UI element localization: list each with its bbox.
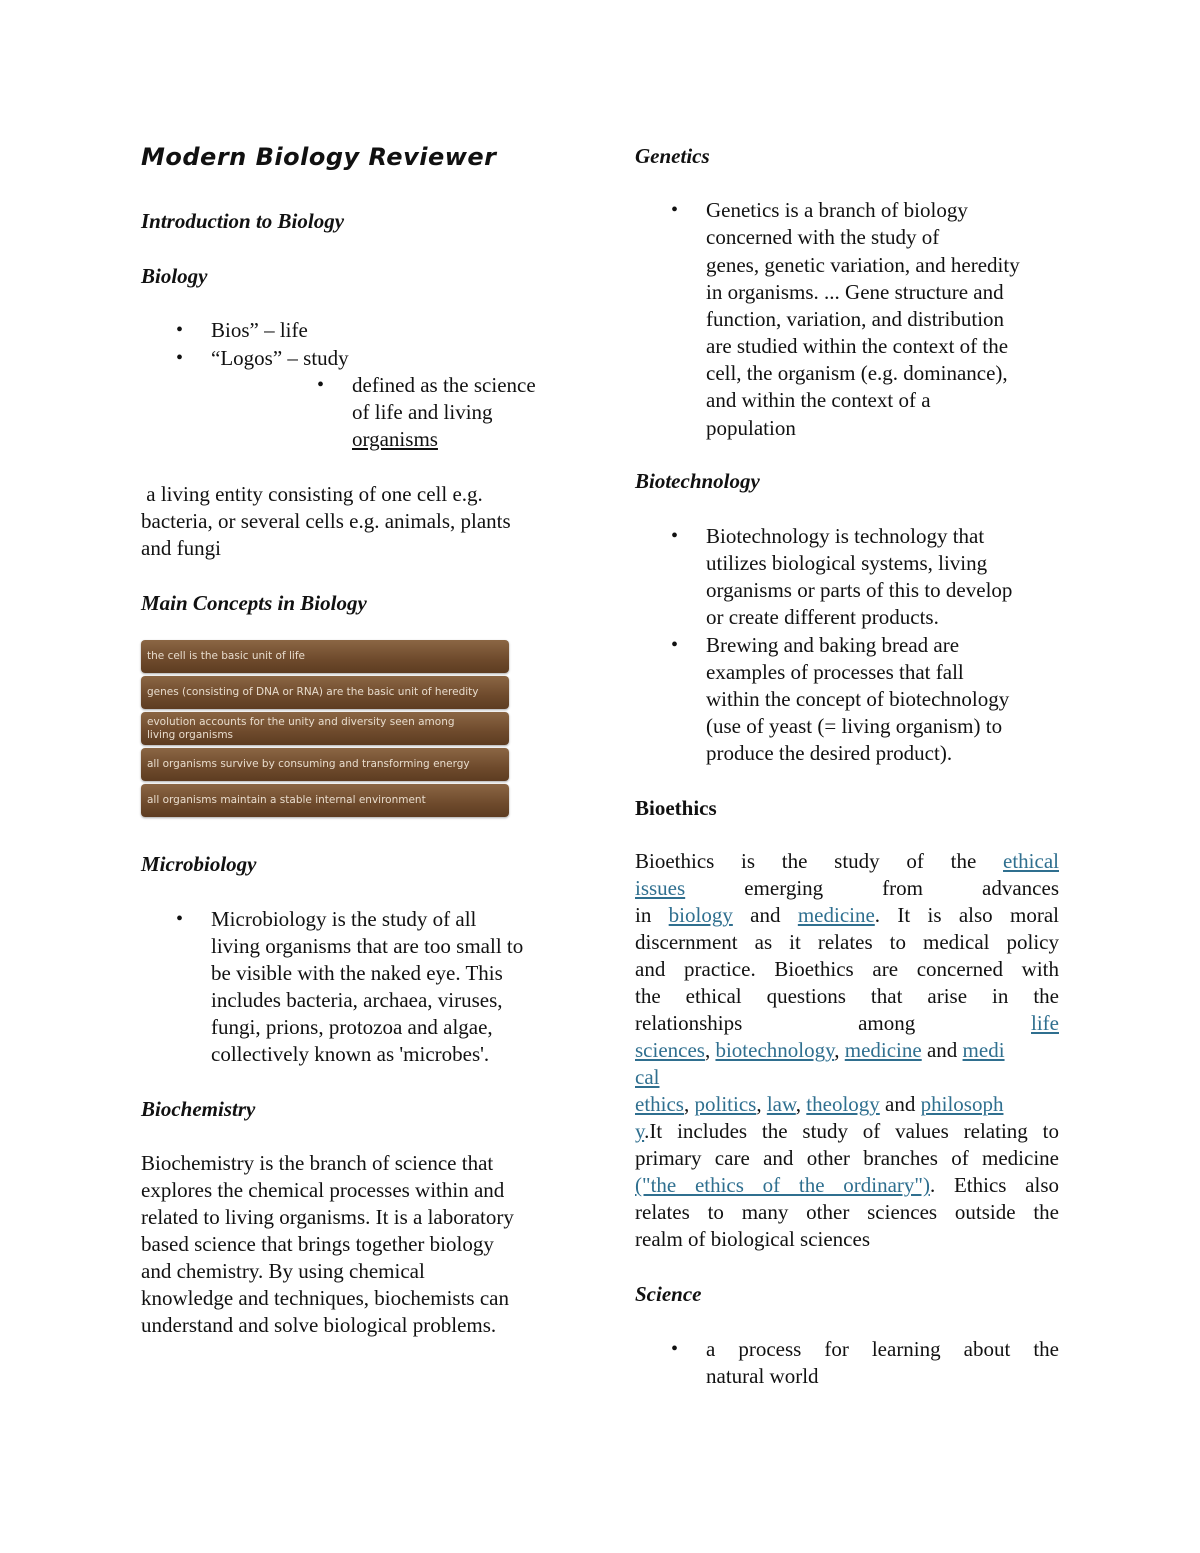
concept-item <box>141 640 509 673</box>
biology-definition-line: of life and living <box>352 400 493 424</box>
biology-bullet-bios: Bios” – life <box>211 318 308 342</box>
bullet-icon: • <box>671 634 679 656</box>
microbiology-line: fungi, prions, protozoa and algae, <box>211 1015 493 1039</box>
main-concepts-list <box>141 640 509 820</box>
bullet-icon: • <box>176 319 184 341</box>
science-heading: Science <box>635 1282 702 1306</box>
bioethics-text: . Ethics also <box>929 1173 1059 1197</box>
biochemistry-line: understand and solve biological problems. <box>141 1313 497 1337</box>
bioethics-text: , <box>795 1092 807 1116</box>
philosophy-link[interactable]: y <box>635 1119 645 1143</box>
bioethics-text: relationships among <box>635 1011 1032 1035</box>
concept-text: all organisms maintain a stable internal environment <box>147 794 426 806</box>
concept-text: all organisms survive by consuming and transforming energy <box>147 758 470 770</box>
science-text: a process for learning about the <box>706 1337 1059 1361</box>
bullet-icon: • <box>176 908 184 930</box>
biotechnology-heading: Biotechnology <box>635 469 760 493</box>
law-link[interactable]: law <box>766 1092 796 1116</box>
bullet-icon: • <box>671 1338 679 1360</box>
concept-item <box>141 784 509 817</box>
biotech-line: Biotechnology is technology that <box>706 524 985 548</box>
bioethics-text: . It is also moral <box>874 903 1059 927</box>
biochemistry-line: explores the chemical processes within and <box>141 1178 505 1202</box>
document-title: Modern Biology Reviewer <box>141 143 497 171</box>
bioethics-text: , <box>756 1092 767 1116</box>
concept-item <box>141 676 509 709</box>
biochemistry-line: based science that brings together biology <box>141 1232 494 1256</box>
bioethics-paragraph <box>635 848 1059 1253</box>
biotech-line: or create different products. <box>706 605 939 629</box>
bioethics-text: emerging from advances <box>685 876 1059 900</box>
genetics-line: cell, the organism (e.g. dominance), <box>706 361 1008 385</box>
medical-ethics-link[interactable]: ethics <box>635 1092 684 1116</box>
microbiology-heading: Microbiology <box>141 852 257 876</box>
philosophy-link[interactable]: philosoph <box>920 1092 1004 1116</box>
microbiology-line: be visible with the naked eye. This <box>211 961 503 985</box>
organism-definition-line: and fungi <box>141 536 221 560</box>
biotech-line: organisms or parts of this to develop <box>706 578 1013 602</box>
bioethics-text: and <box>732 903 798 927</box>
biology-definition-line: defined as the science <box>352 373 536 397</box>
genetics-line: genes, genetic variation, and heredity <box>706 253 1020 277</box>
bioethics-text: and <box>921 1038 963 1062</box>
microbiology-line: living organisms that are too small to <box>211 934 524 958</box>
medicine-link[interactable]: medicine <box>797 903 875 927</box>
bullet-icon: • <box>671 525 679 547</box>
genetics-line: and within the context of a <box>706 388 931 412</box>
medicine-link[interactable]: medicine <box>844 1038 922 1062</box>
organism-definition-line: a living entity consisting of one cell e.g. <box>141 482 483 506</box>
concept-item <box>141 748 509 781</box>
bioethics-text: discernment as it relates to medical policy <box>635 930 1059 954</box>
bioethics-text: the ethical questions that arise in the <box>635 984 1059 1008</box>
microbiology-line: Microbiology is the study of all <box>211 907 477 931</box>
biotech-line: (use of yeast (= living organism) to <box>706 714 1003 738</box>
biotech-line: utilizes biological systems, living <box>706 551 988 575</box>
biology-link[interactable]: biology <box>668 903 733 927</box>
biochemistry-line: related to living organisms. It is a laboratory <box>141 1205 514 1229</box>
genetics-line: concerned with the study of <box>706 225 940 249</box>
bioethics-text: , <box>834 1038 845 1062</box>
bioethics-text: Bioethics is the study of the <box>635 849 1004 873</box>
biochemistry-line: and chemistry. By using chemical <box>141 1259 425 1283</box>
concept-text: evolution accounts for the unity and diversity seen among living organisms <box>147 715 455 741</box>
science-bullet <box>706 1336 1059 1390</box>
biology-heading: Biology <box>141 264 208 288</box>
biochemistry-line: knowledge and techniques, biochemists can <box>141 1286 509 1310</box>
main-concepts-heading: Main Concepts in Biology <box>141 591 367 615</box>
microbiology-line: collectively known as 'microbes'. <box>211 1042 490 1066</box>
genetics-line: in organisms. ... Gene structure and <box>706 280 1004 304</box>
bioethics-text: relates to many other sciences outside the <box>635 1200 1059 1224</box>
science-text: natural world <box>706 1364 819 1388</box>
genetics-line: function, variation, and distribution <box>706 307 1005 331</box>
bioethics-text: , <box>704 1038 716 1062</box>
bullet-icon: • <box>176 347 184 369</box>
concept-text: the cell is the basic unit of life <box>147 650 305 662</box>
life-sciences-link[interactable]: sciences <box>635 1038 705 1062</box>
medical-ethics-link[interactable]: cal <box>635 1065 660 1089</box>
theology-link[interactable]: theology <box>806 1092 880 1116</box>
ethical-link[interactable]: ethical <box>1003 849 1059 873</box>
ethics-of-ordinary-link[interactable]: ("the ethics of the ordinary") <box>635 1173 930 1197</box>
organism-definition-line: bacteria, or several cells e.g. animals, plants <box>141 509 511 533</box>
bioethics-text: primary care and other branches of medicine <box>635 1146 1059 1170</box>
concept-text: genes (consisting of DNA or RNA) are the basic unit of heredity <box>147 686 479 698</box>
biotechnology-link[interactable]: biotechnology <box>715 1038 835 1062</box>
life-sciences-link[interactable]: life <box>1031 1011 1059 1035</box>
concept-item <box>141 712 509 745</box>
biotech-line: examples of processes that fall <box>706 660 964 684</box>
genetics-line: are studied within the context of the <box>706 334 1009 358</box>
biotech-line: within the concept of biotechnology <box>706 687 1010 711</box>
bioethics-text: and <box>879 1092 921 1116</box>
bioethics-text: .It includes the study of values relating to <box>644 1119 1059 1143</box>
bioethics-text: in <box>635 903 669 927</box>
biochemistry-line: Biochemistry is the branch of science that <box>141 1151 494 1175</box>
biochemistry-heading: Biochemistry <box>141 1097 256 1121</box>
issues-link[interactable]: issues <box>635 876 686 900</box>
biotech-line: produce the desired product). <box>706 741 953 765</box>
bullet-icon: • <box>317 374 325 396</box>
genetics-heading: Genetics <box>635 144 710 168</box>
genetics-line: population <box>706 416 796 440</box>
bioethics-text: and practice. Bioethics are concerned with <box>635 957 1059 981</box>
microbiology-line: includes bacteria, archaea, viruses, <box>211 988 503 1012</box>
politics-link[interactable]: politics <box>694 1092 757 1116</box>
bioethics-text: , <box>683 1092 695 1116</box>
bioethics-text: realm of biological sciences <box>635 1227 870 1251</box>
biology-bullet-logos: “Logos” – study <box>211 346 349 370</box>
intro-heading: Introduction to Biology <box>141 209 345 233</box>
biotech-line: Brewing and baking bread are <box>706 633 960 657</box>
organisms-link: organisms <box>352 427 438 451</box>
bioethics-heading: Bioethics <box>635 796 717 820</box>
genetics-line: Genetics is a branch of biology <box>706 198 968 222</box>
bullet-icon: • <box>671 199 679 221</box>
medical-ethics-link[interactable]: medi <box>962 1038 1005 1062</box>
